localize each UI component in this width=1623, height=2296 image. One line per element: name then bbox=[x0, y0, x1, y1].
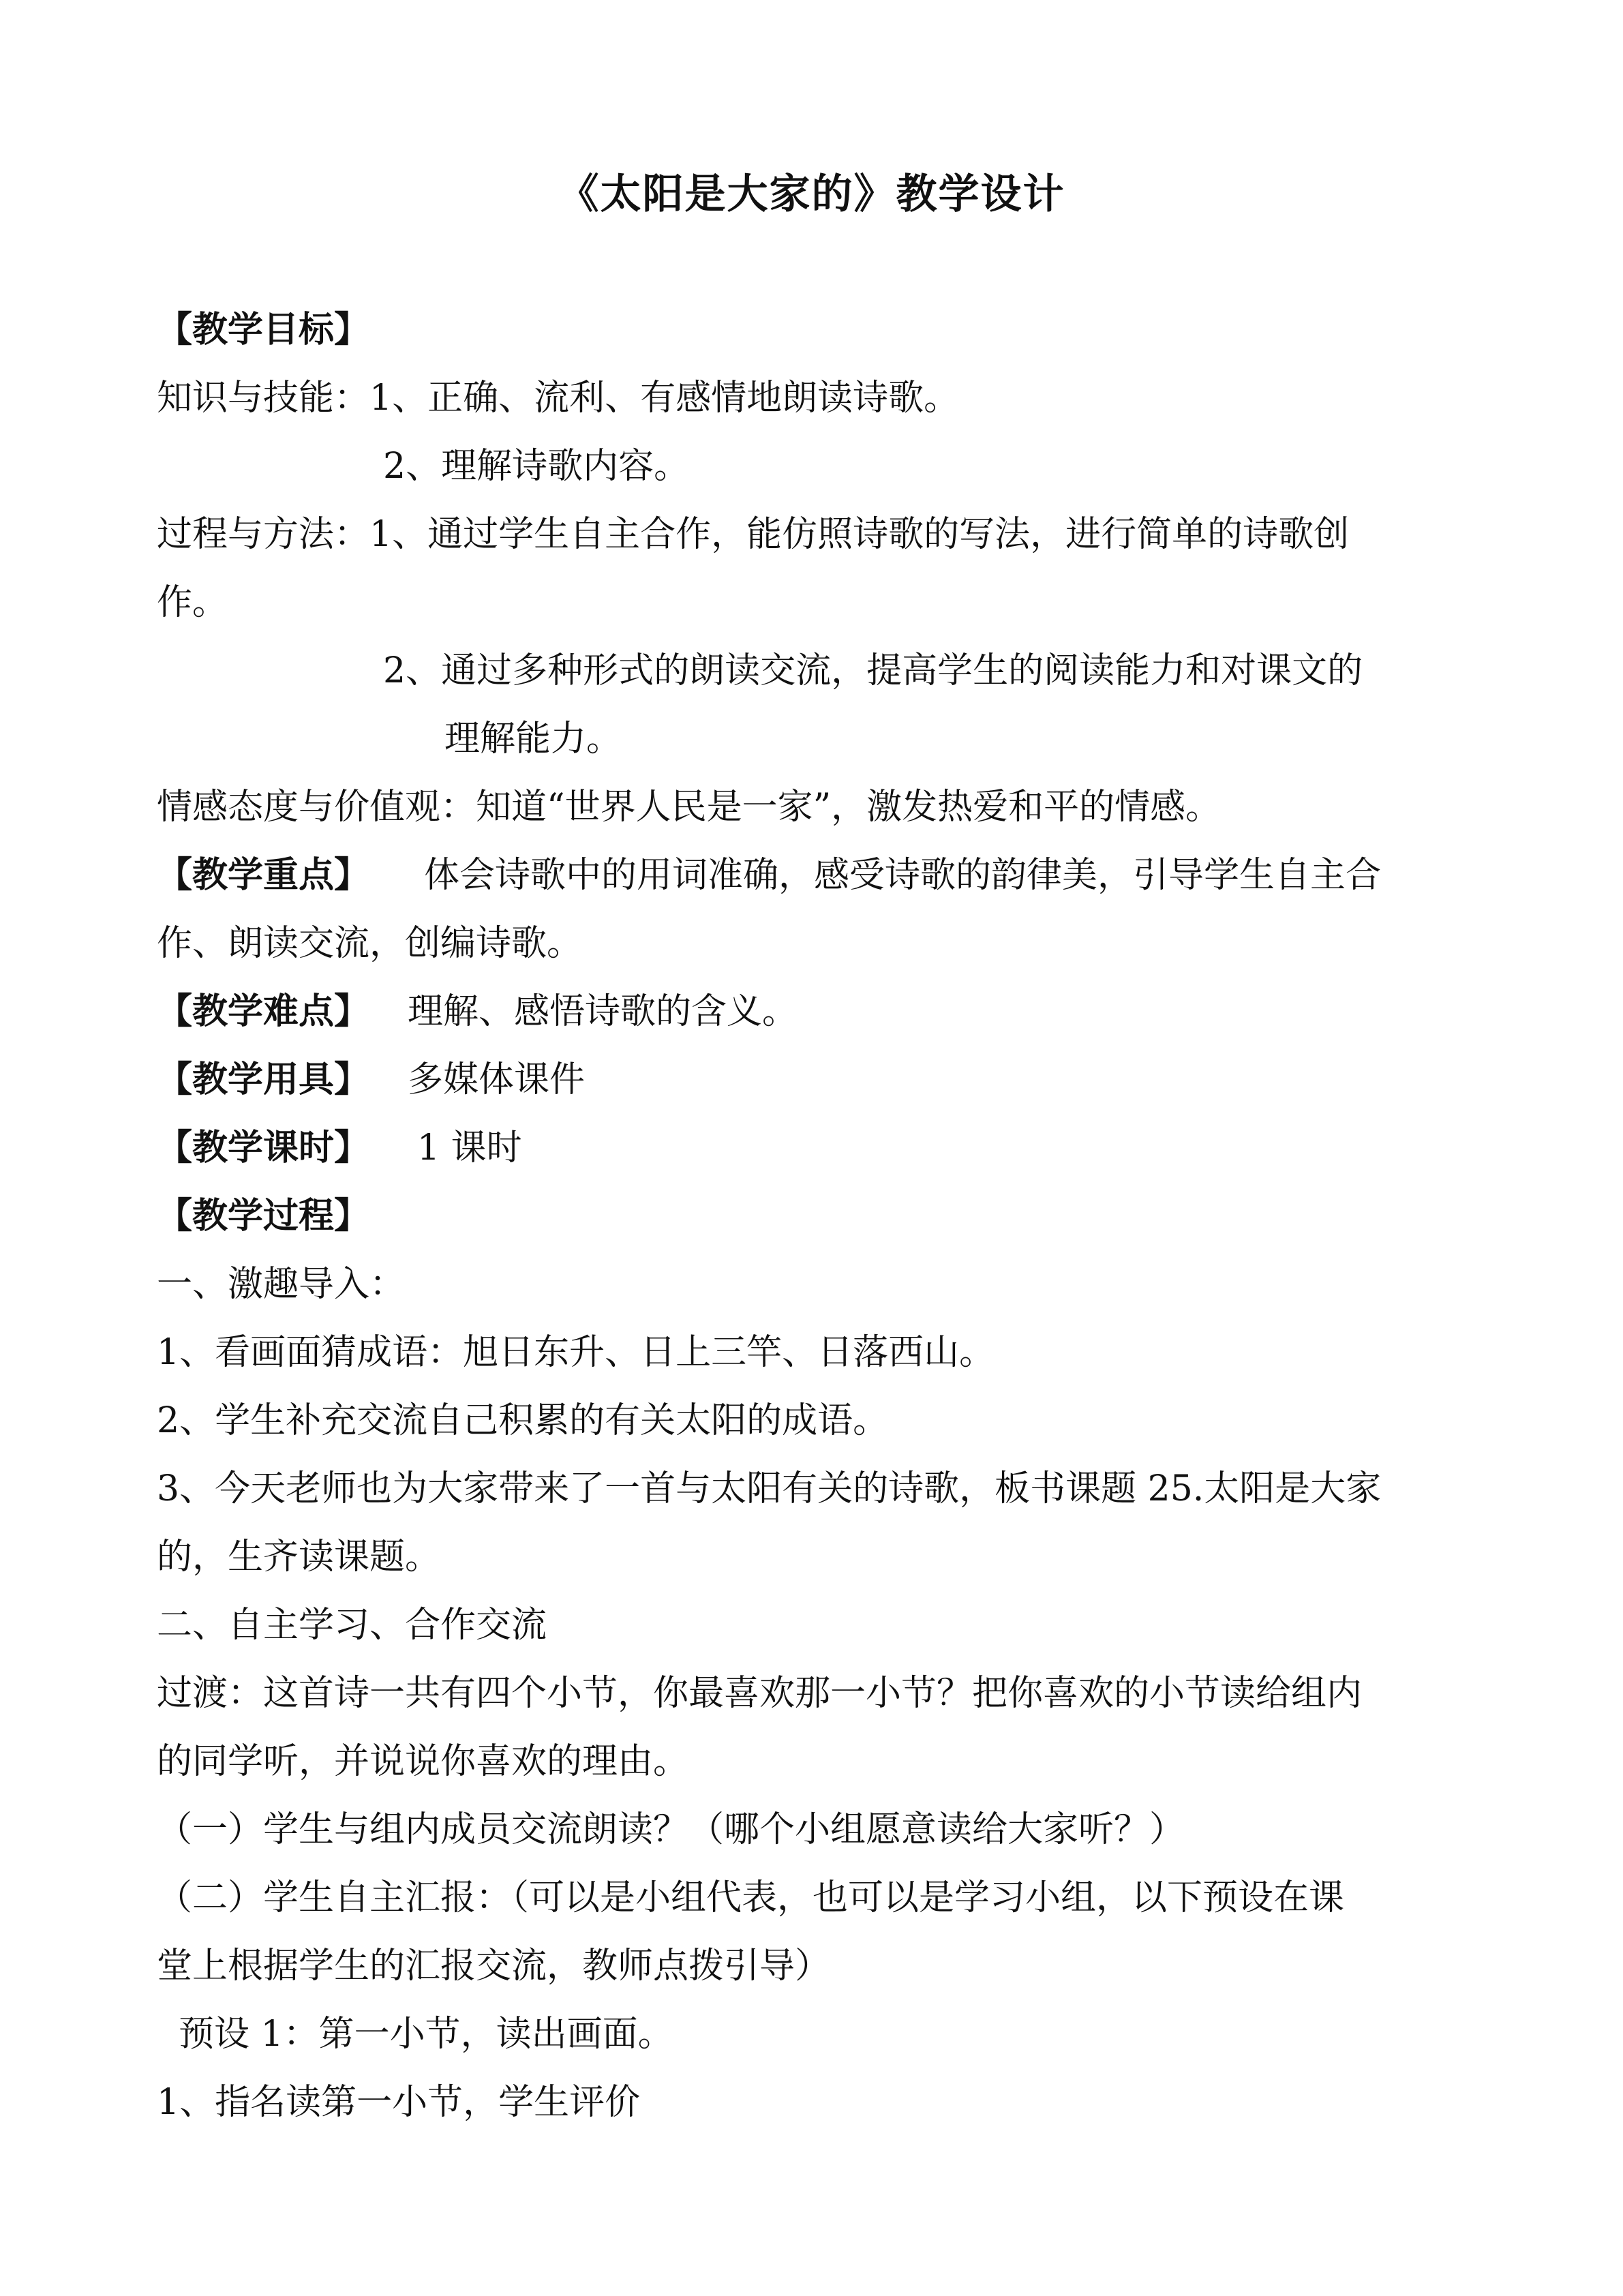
tools-line bbox=[157, 1046, 585, 1114]
preset-1-item-1: 1、指名读第一小节，学生评价 bbox=[157, 2082, 641, 2123]
process-label: 过程与方法： bbox=[157, 514, 370, 555]
knowledge-item-1: 1、正确、流利、有感情地朗读诗歌。 bbox=[369, 378, 960, 419]
difficulty-heading: 【教学难点】 bbox=[157, 991, 370, 1032]
tools-text: 多媒体课件 bbox=[408, 1059, 586, 1100]
transition-b: 的同学听，并说说你喜欢的理由。 bbox=[157, 1741, 689, 1782]
part1-item-2: 2、学生补充交流自己积累的有关太阳的成语。 bbox=[157, 1400, 889, 1441]
part1-item-3a: 3、今天老师也为大家带来了一首与太阳有关的诗歌，板书课题 25.太阳是大家 bbox=[157, 1468, 1382, 1509]
key-point-text-b: 作、朗读交流，创编诗歌。 bbox=[157, 923, 583, 964]
hours-text: 1 课时 bbox=[417, 1128, 522, 1168]
difficulty-line bbox=[157, 978, 798, 1046]
part1-item-1: 1、看画面猜成语：旭日东升、日上三竿、日落西山。 bbox=[157, 1332, 995, 1373]
step-2a: （二）学生自主汇报：（可以是小组代表，也可以是学习小组，以下预设在课 bbox=[157, 1877, 1345, 1918]
transition-a: 过渡：这首诗一共有四个小节，你最喜欢那一小节？把你喜欢的小节读给组内 bbox=[157, 1673, 1363, 1714]
part2-title: 二、自主学习、合作交流 bbox=[157, 1605, 547, 1646]
key-point-line bbox=[157, 841, 1381, 909]
knowledge-line-1 bbox=[157, 364, 959, 432]
document-title: 《太阳是大家的》教学设计 bbox=[558, 170, 1065, 218]
process-heading: 【教学过程】 bbox=[157, 1196, 370, 1237]
preset-1: 预设 1：第一小节，读出画面。 bbox=[179, 2014, 673, 2055]
step-1: （一）学生与组内成员交流朗读？（哪个小组愿意读给大家听？） bbox=[157, 1809, 1185, 1850]
tools-heading: 【教学用具】 bbox=[157, 1059, 370, 1100]
emotion-line: 情感态度与价值观：知道“世界人民是一家”，激发热爱和平的情感。 bbox=[157, 787, 1222, 828]
process-line-1 bbox=[157, 500, 1349, 569]
process-item-2b: 理解能力。 bbox=[444, 719, 622, 759]
hours-line bbox=[157, 1114, 522, 1182]
process-item-2a: 2、通过多种形式的朗读交流，提高学生的阅读能力和对课文的 bbox=[383, 650, 1363, 691]
part1-title: 一、激趣导入： bbox=[157, 1264, 406, 1305]
objectives-heading: 【教学目标】 bbox=[157, 309, 370, 350]
hours-heading: 【教学课时】 bbox=[157, 1128, 370, 1168]
step-2b: 堂上根据学生的汇报交流，教师点拨引导） bbox=[157, 1946, 831, 1987]
process-item-1b: 作。 bbox=[157, 582, 228, 623]
process-item-1a: 1、通过学生自主合作，能仿照诗歌的写法，进行简单的诗歌创 bbox=[369, 514, 1350, 555]
key-point-text-a: 体会诗歌中的用词准确，感受诗歌的韵律美，引导学生自主合 bbox=[424, 855, 1382, 896]
part1-item-3b: 的，生齐读课题。 bbox=[157, 1537, 441, 1577]
key-point-heading: 【教学重点】 bbox=[157, 855, 370, 896]
difficulty-text: 理解、感悟诗歌的含义。 bbox=[408, 991, 798, 1032]
knowledge-item-2: 2、理解诗歌内容。 bbox=[383, 446, 690, 487]
knowledge-label: 知识与技能： bbox=[157, 378, 370, 419]
